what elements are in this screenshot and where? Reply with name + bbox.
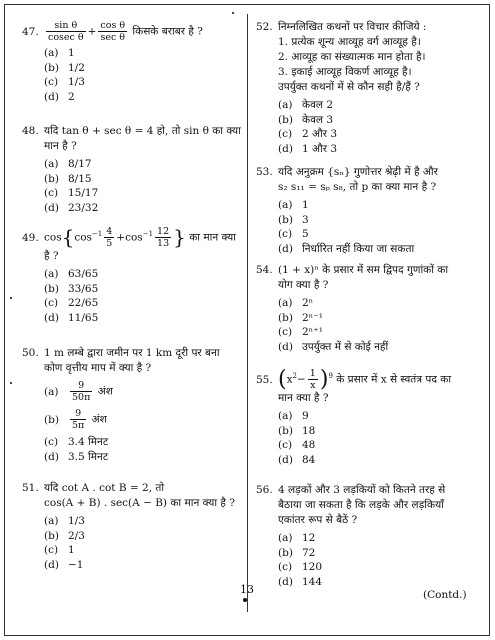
option: (a) 9	[278, 410, 309, 422]
option: (a) 2ⁿ	[278, 297, 314, 309]
option: (c) 22/65	[44, 297, 99, 309]
page-number: 13	[240, 583, 254, 596]
option: (b) $\frac{9}{5\pi}$ अंश	[44, 408, 107, 431]
options-52	[278, 98, 482, 156]
question-48: 48. यदि tan θ + sec θ = 4 हो, तो sin θ का क्या मान है ? (a) 8/17 (b) 8/15 (c) 15/17 (d) 23/32	[22, 125, 241, 214]
option: (d) 23/32	[44, 201, 99, 214]
question-51: 51. यदि cot A . cot B = 2, तो cos(A + B) . sec(A − B) का मान क्या है ? (a) 1/3 (b) 2/3 (c) 1 (d) −1	[22, 481, 244, 572]
page-dot	[243, 598, 247, 602]
question-49-text: 49. $\cos\{\cos^{-1}$ $\frac{4}{5}$ $+\cos^{-1}$ $\frac{12}{13}$ } का मान क्या	[22, 225, 236, 249]
option: (d) 84	[278, 453, 316, 466]
option: (c) 48	[278, 439, 316, 451]
option: (d) निर्धारित नहीं किया जा सकता	[278, 242, 415, 255]
option: (a) 1	[278, 199, 309, 211]
option: (b) केवल 3	[278, 113, 334, 126]
option: (b) 2ⁿ⁻¹	[278, 311, 323, 324]
question-56: 56. 4 लड़कों और 3 लड़कियों को कितने तरह से बैठाया जा सकता है कि लड़के और लड़कियाँ एकांतर रूप से बैठें ? (a) 12 (b) 72 (c) 120 (d) 144	[256, 483, 482, 589]
option: (c) 5	[278, 228, 309, 240]
option: (a) 8/17	[44, 158, 92, 170]
option: (d) 11/65	[44, 311, 99, 324]
statement: 3. इकाई आव्यूह विकर्ण आव्यूह है।	[278, 66, 412, 78]
options-55	[278, 409, 482, 467]
statement: 2. आव्यूह का संख्यात्मक मान होता है।	[278, 51, 426, 63]
option: (b) 3	[278, 213, 309, 226]
option: (a) केवल 2	[278, 99, 334, 111]
question-49: 49. $\cos\{\cos^{-1}$ $\frac{4}{5}$ $+\cos^{-1}$ $\frac{12}{13}$ } का मान क्या है ? (a) 63/65 (b) 33/65 (c) 22/65 (d) 11/65	[22, 226, 244, 325]
options-56	[278, 531, 482, 589]
scan-speck	[10, 382, 12, 384]
option: (c) 3.4 मिनट	[44, 436, 109, 448]
option: (a) 63/65	[44, 268, 99, 280]
options-51	[44, 514, 244, 572]
option: (a) $\frac{9}{50\pi}$ अंश	[44, 380, 113, 403]
question-47	[22, 20, 242, 104]
option: (c) 1	[44, 544, 75, 556]
scan-speck	[10, 297, 12, 299]
options-48	[44, 157, 242, 215]
option: (d) 2	[44, 90, 75, 103]
statement: 1. प्रत्येक शून्य आव्यूह वर्ग आव्यूह है।	[278, 36, 421, 48]
options-47	[44, 46, 242, 104]
question-54: 54. (1 + x)ⁿ के प्रसार में सम द्विपद गुणांकों का योग क्या है ? (a) 2ⁿ (b) 2ⁿ⁻¹ (c) 2ⁿ⁺¹ (d) उपर्युक्त में से कोई नहीं	[256, 263, 482, 354]
option: (c) 2ⁿ⁺¹	[278, 326, 323, 338]
continued-label: (Contd.)	[423, 589, 467, 601]
fraction-cos-over-sec: $\frac{\text{cos θ}}{\text{sec θ}}$	[100, 20, 126, 43]
option: (b) 8/15	[44, 172, 92, 185]
option: (b) 18	[278, 424, 316, 437]
option: (d) −1	[44, 558, 84, 571]
option: (d) 1 और 3	[278, 142, 338, 155]
option: (d) 144	[278, 575, 323, 588]
option: (a) 12	[278, 532, 316, 544]
question-55: 55. ($x^2-$ $\frac{1}{x}$ )$^9$ के प्रसार में x से स्वतंत्र पद का मान क्या है ? (a) 9 (b) 18 (c) 48 (d) 84	[256, 368, 482, 467]
question-52: 52. निम्नलिखित कथनों पर विचार कीजिये : 1. प्रत्येक शून्य आव्यूह वर्ग आव्यूह है। 2. आव्यूह का संख्यात्मक मान होता है। 3. इकाई आव्यूह विकर्ण आव्यूह है। उपर्युक्त कथनों में से कौन सही है/हैं ? (a) केवल 2 (b) केवल 3 (c) 2 और 3 (d) 1 और 3	[256, 20, 482, 156]
option: (b) 2/3	[44, 529, 85, 542]
option: (d) उपर्युक्त में से कोई नहीं	[278, 340, 389, 353]
question-50: 50. 1 m लम्बे द्वारा जमीन पर 1 km दूरी पर बना कोण वृत्तीय माप में क्या है ? (a) $\frac{9}{50\pi}$ अंश (b) $\frac{9}{5\pi}$ अंश (c) 3.4 मिनट (d) 3.5 मिनट	[22, 346, 244, 464]
option: (b) 72	[278, 546, 316, 559]
fraction-sin-over-cosec: $\frac{\text{sin θ}}{\text{cosec θ}}$	[48, 20, 84, 43]
option: (b) 1/2	[44, 61, 85, 74]
options-49	[44, 267, 244, 325]
option: (c) 120	[278, 561, 323, 573]
column-divider	[247, 14, 248, 612]
question-53: 53. यदि अनुक्रम {sₙ} गुणोत्तर श्रेढ़ी में है और s₂ s₁₁ = sₚ s₈, तो p का क्या मान है ? (a) 1 (b) 3 (c) 5 (d) निर्धारित नहीं किया जा सकता	[256, 165, 482, 256]
option: (c) 15/17	[44, 187, 99, 199]
scan-speck	[232, 12, 234, 14]
question-47-text: 47. $\frac{\text{sin θ}}{\text{cosec θ}}$ + $\frac{\text{cos θ}}{\text{sec θ}}$ किसके बराबर है ?	[22, 20, 203, 43]
options-54	[278, 296, 482, 354]
option: (c) 1/3	[44, 76, 85, 88]
option: (d) 3.5 मिनट	[44, 450, 109, 463]
options-53	[278, 198, 482, 256]
option: (c) 2 और 3	[278, 128, 338, 140]
options-50	[44, 435, 244, 464]
option: (a) 1/3	[44, 515, 85, 527]
question-55-text: 55. ($x^2-$ $\frac{1}{x}$ )$^9$ के प्रसार में x से स्वतंत्र पद का	[256, 367, 452, 392]
option: (b) 33/65	[44, 282, 99, 295]
option: (a) 1	[44, 47, 75, 59]
